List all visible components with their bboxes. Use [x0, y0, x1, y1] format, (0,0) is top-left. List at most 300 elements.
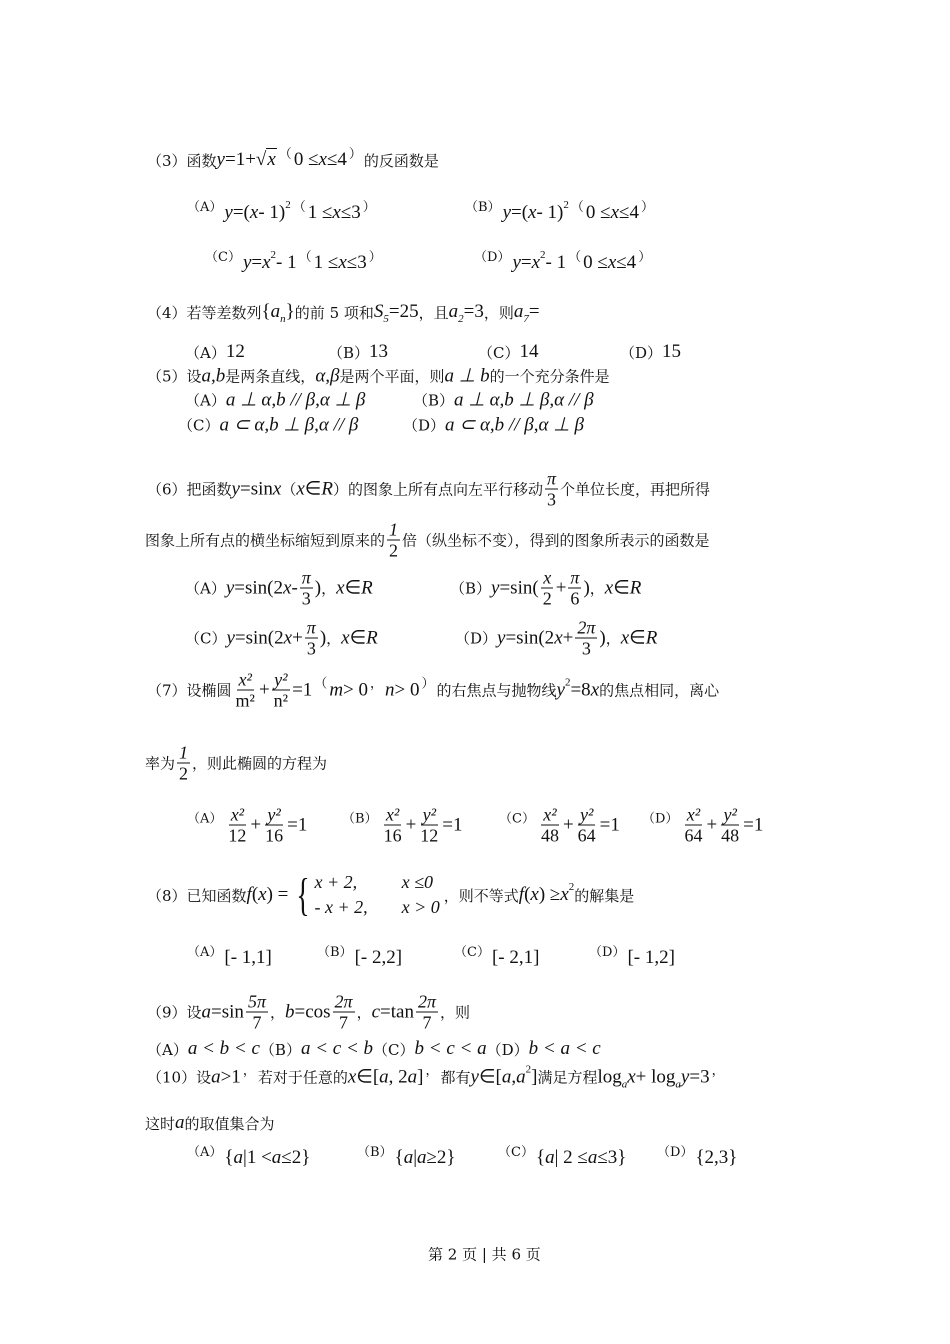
subscript: a [675, 1078, 681, 1090]
fraction-numerator: 5π [247, 991, 266, 1012]
text: 都有 [440, 1068, 471, 1087]
fraction-denominator: 7 [339, 1012, 349, 1033]
option-label: （C） [499, 811, 535, 827]
math-variable: b [284, 1001, 295, 1022]
math-text: ≥2} [426, 1147, 456, 1168]
math-text: =1+ [224, 149, 256, 170]
question-line [455, 618, 657, 659]
math-text: =1 [599, 814, 620, 835]
math-text: + [258, 679, 270, 700]
math-variable: a [233, 1147, 244, 1168]
option-label: ） [348, 146, 362, 162]
fraction-denominator: n² [273, 690, 289, 711]
math-variable: y [242, 252, 252, 273]
math-variable: x [283, 577, 292, 598]
text: （4）若等差数列 [147, 303, 262, 322]
option-label: （A） [187, 199, 223, 215]
text: ， [269, 1003, 285, 1022]
math-text: =cos [294, 1001, 331, 1022]
question-line [185, 568, 373, 609]
text: （8）已知函数 [147, 886, 247, 905]
text: 个单位长度，再把所得 [559, 480, 710, 499]
text: 倍（纵坐标不变），得到的图象所表示的函数是 [402, 531, 710, 550]
math-text: ) [583, 577, 590, 598]
question-line [587, 944, 675, 969]
math-text: =1 [743, 814, 764, 835]
fraction-numerator: x² [543, 804, 557, 825]
question-line [147, 869, 635, 920]
option-label: ） [368, 249, 382, 265]
fraction [177, 743, 190, 784]
math-text: [- 1,2] [627, 947, 675, 968]
fraction-denominator: 7 [252, 1012, 262, 1033]
math-text: ≤4 [326, 149, 347, 170]
option-label: （A） [187, 811, 223, 827]
fraction-denominator: 48 [721, 825, 740, 846]
question-line [145, 1112, 275, 1134]
text: 的前 5 项和 [294, 303, 374, 322]
math-variable: a [270, 301, 281, 322]
math-variable: x [347, 1066, 357, 1087]
option-label: ） [421, 676, 435, 692]
math-text: =sin [211, 1001, 244, 1022]
question-line [145, 743, 327, 784]
math-text: = [528, 301, 540, 322]
subscript: 7 [523, 313, 529, 325]
option-label: ， [370, 676, 384, 692]
fraction [387, 520, 400, 561]
option-label: （ [314, 676, 328, 692]
superscript: 2 [525, 1063, 532, 1075]
option-label: （A） [187, 1144, 223, 1160]
math-variable: y [231, 478, 240, 499]
math-text: + [706, 814, 718, 835]
option-label: （D） [589, 944, 626, 960]
fraction [272, 670, 290, 711]
fraction [263, 805, 285, 846]
math-text: ∈ [344, 577, 362, 599]
math-variable: y [491, 577, 500, 598]
math-text: ) = [266, 884, 289, 905]
superscript: 2 [270, 249, 277, 261]
math-text: | 2 ≤ [554, 1147, 588, 1168]
fraction-denominator: 2 [542, 588, 552, 609]
math-variable: y [225, 577, 235, 598]
math-text: [- 2,2] [354, 947, 403, 968]
text: ，则不等式 [443, 886, 519, 905]
math-text: =25 [388, 301, 419, 322]
fraction-numerator: 2π [417, 991, 436, 1012]
math-text: =1 [287, 814, 308, 835]
subscript: n [280, 313, 286, 325]
math-variable: a [175, 1112, 185, 1133]
fraction-denominator: m² [235, 690, 255, 711]
math-variable: a [417, 1147, 427, 1168]
math-variable: y [680, 1066, 690, 1087]
math-text: { [535, 1147, 546, 1168]
math-variable: a < c < b [300, 1038, 374, 1059]
math-variable: x [283, 627, 293, 648]
math-text: ) [314, 577, 322, 598]
text: 这时 [145, 1114, 176, 1133]
math-text: ) [599, 627, 606, 648]
math-text: ≤2} [281, 1147, 311, 1168]
math-variable: S [373, 301, 384, 322]
question-line [655, 1144, 738, 1169]
math-text: [- 2,1] [491, 947, 540, 968]
math-variable: a ⊥ α,b // β,α ⊥ β [225, 389, 366, 411]
question-line [640, 805, 763, 846]
text: 图象上所有点的横坐标缩短到原来的 [145, 531, 386, 550]
text: （C） [185, 629, 227, 648]
page-footer [428, 1244, 541, 1265]
math-text: =1 [292, 679, 313, 700]
question-line [147, 365, 610, 388]
math-variable: x [607, 252, 617, 273]
math-text: - 1) [536, 202, 564, 223]
math-text: + [405, 814, 417, 835]
option-label: ， [242, 1063, 256, 1079]
text: （ [281, 480, 297, 499]
superscript: 2 [568, 881, 575, 893]
math-text: =sin(2 [505, 627, 555, 648]
math-text: - 1 [545, 252, 567, 273]
text: （6）把函数 [147, 480, 232, 499]
text: （B） [450, 579, 492, 598]
brace-icon: { [296, 869, 311, 920]
math-text: ≤4 [619, 202, 639, 223]
math-text: =sin [239, 478, 273, 499]
question-line [147, 1038, 601, 1060]
piecewise-cell: - x + 2, [314, 897, 368, 917]
math-text: ∈ [304, 478, 322, 500]
subscript: 5 [383, 313, 389, 325]
superscript: 2 [563, 199, 569, 211]
math-text: 0 ≤ [585, 202, 611, 223]
radicand: x [267, 149, 276, 170]
math-variable: x [262, 252, 271, 273]
math-text: + [562, 627, 574, 648]
math-text: | [413, 1147, 417, 1168]
text: （5）设 [147, 367, 202, 386]
math-text: 14 [519, 341, 539, 362]
text: ，则 [483, 303, 514, 322]
math-variable: x [318, 149, 327, 170]
math-text: + log [635, 1066, 676, 1087]
fraction [568, 568, 581, 609]
math-text: =1 [442, 814, 463, 835]
option-label: （D） [657, 1144, 694, 1160]
fraction-denominator: 3 [306, 638, 316, 659]
option-label: （B） [342, 811, 378, 827]
math-variable: x [332, 202, 341, 223]
math-text: ] [531, 1066, 538, 1087]
fraction [682, 805, 704, 846]
math-text: - 1) [258, 202, 286, 223]
fraction-numerator: y² [267, 804, 281, 825]
question-line [178, 414, 358, 437]
fraction [382, 805, 404, 846]
math-variable: a [211, 1066, 221, 1087]
question-line [340, 805, 463, 846]
math-text: + [562, 814, 574, 835]
text: （B） [413, 391, 455, 410]
math-text: |1 < [243, 1147, 272, 1168]
option-label: （B） [317, 944, 353, 960]
option-label: （C） [205, 249, 241, 265]
question-line [315, 944, 403, 969]
math-text: } [285, 301, 295, 322]
math-variable: a [513, 301, 524, 322]
math-text: , [511, 1066, 517, 1087]
text: （A） [185, 391, 226, 410]
question-line [472, 249, 653, 274]
math-text: [- 1,1] [224, 947, 272, 968]
math-variable: a ⊥ b [444, 365, 490, 387]
math-variable: R [629, 577, 642, 598]
question-line [203, 249, 384, 274]
text: 是两条直线， [225, 367, 316, 386]
superscript: 2 [564, 676, 571, 688]
question-line [147, 1063, 727, 1090]
fraction-denominator: 2 [179, 763, 189, 784]
math-variable: x [528, 202, 537, 223]
math-variable: x [604, 577, 614, 598]
math-text: = [251, 252, 263, 273]
fraction [416, 992, 438, 1033]
text: 的取值集合为 [184, 1114, 275, 1133]
question-line [403, 414, 584, 437]
question-line [328, 341, 388, 363]
math-variable: a ⊂ α,b ⊥ β,α // β [219, 414, 359, 436]
text: （A） [185, 579, 226, 598]
math-variable: x [336, 577, 345, 598]
math-variable: y [497, 627, 506, 648]
math-variable: x [560, 884, 569, 905]
text: （9）设 [147, 1003, 202, 1022]
math-text: 15 [662, 341, 682, 362]
math-variable: R [645, 627, 658, 648]
text: 的右焦点与抛物线 [436, 681, 557, 700]
math-text: =( [511, 202, 529, 223]
fraction-denominator: 12 [420, 825, 439, 846]
math-text: ≤3} [597, 1147, 627, 1168]
math-variable: y [224, 202, 233, 223]
fraction [234, 670, 257, 711]
fraction-numerator: y² [422, 804, 436, 825]
math-text: =sin( [499, 577, 539, 598]
option-label: （A） [187, 944, 223, 960]
text: （C） [373, 1040, 415, 1059]
math-text: =3 [689, 1066, 710, 1087]
math-text: =sin(2 [234, 577, 283, 598]
math-text: ≤3 [346, 252, 367, 273]
math-text: 12 [225, 341, 245, 362]
fraction-denominator: 6 [570, 588, 580, 609]
question-line [355, 1144, 456, 1169]
radical-sign: √ [255, 149, 267, 170]
math-text: ( [524, 884, 531, 905]
text: （3）函数 [147, 151, 217, 170]
math-text: + [250, 814, 262, 835]
text: （D） [620, 343, 663, 362]
fraction [333, 992, 355, 1033]
text: ， [326, 629, 342, 648]
fraction-denominator: 3 [581, 638, 591, 659]
question-line [185, 805, 307, 846]
math-variable: a ⊥ α,b ⊥ β,α // β [454, 389, 594, 411]
text: 率为 [145, 754, 176, 773]
math-text: ∈ [613, 577, 630, 599]
math-text: ∈[ [356, 1066, 380, 1088]
piecewise-cell: x ≤0 [401, 872, 433, 892]
option-label: （B） [357, 1144, 393, 1160]
math-variable: a,b [201, 365, 226, 386]
fraction [539, 805, 561, 846]
math-text: 1 ≤ [307, 202, 333, 223]
fraction-numerator: y² [723, 804, 737, 825]
fraction [575, 618, 597, 659]
question-line [185, 944, 272, 969]
fraction-numerator: 2π [334, 991, 353, 1012]
fraction-numerator: π [306, 617, 316, 638]
question-line [497, 805, 620, 846]
option-label: （C） [498, 1144, 534, 1160]
text: （7）设椭圆 [147, 681, 232, 700]
math-text: , 2 [388, 1066, 408, 1087]
option-label: （ [568, 249, 582, 265]
fraction-numerator: y² [274, 669, 288, 690]
fraction-numerator: 2π [577, 617, 596, 638]
question-line [147, 146, 439, 171]
question-line [185, 1144, 311, 1169]
math-variable: x [610, 202, 620, 223]
text: 若对于任意的 [257, 1068, 348, 1087]
fraction-denominator: 48 [540, 825, 559, 846]
text: ，则此椭圆的方程为 [192, 754, 328, 773]
piecewise-cell: x + 2, [314, 872, 358, 892]
math-variable: x [272, 478, 282, 499]
question-line [478, 341, 538, 363]
fraction [418, 805, 440, 846]
option-label: （ [278, 146, 292, 162]
subscript: a [621, 1078, 628, 1090]
math-text: { [224, 1147, 234, 1168]
math-variable: m [329, 679, 344, 700]
option-label: （ [292, 199, 306, 215]
math-variable: y [216, 149, 225, 170]
fraction-denominator: 3 [546, 489, 556, 510]
fraction-numerator: x² [385, 804, 400, 825]
fraction-numerator: x [543, 567, 552, 588]
option-label: （ [298, 249, 312, 265]
question-line [496, 1144, 627, 1169]
math-variable: x [341, 627, 350, 648]
option-label: （B） [465, 199, 501, 215]
math-text: log [597, 1066, 622, 1087]
math-variable: a ⊂ α,b // β,α ⊥ β [445, 414, 584, 436]
math-text: { [394, 1147, 404, 1168]
math-text: ) [319, 627, 327, 648]
superscript: 2 [285, 199, 291, 211]
text: ，且 [418, 303, 449, 322]
math-text: ( [251, 884, 259, 905]
math-text: { [261, 301, 271, 322]
math-variable: α,β [315, 365, 340, 386]
question-line [185, 618, 378, 659]
math-text: - 1 [276, 252, 297, 273]
option-label: ） [362, 199, 376, 215]
option-label: ， [711, 1063, 725, 1079]
fraction-denominator: 64 [577, 825, 596, 846]
math-text: ) ≥ [538, 884, 561, 905]
math-text: ≤3 [340, 202, 361, 223]
math-variable: c [371, 1001, 381, 1022]
math-text: + [555, 577, 567, 598]
math-variable: x [296, 478, 305, 499]
math-variable: x [620, 627, 630, 648]
math-text: 0 ≤ [293, 149, 319, 170]
text: ， [605, 629, 621, 648]
math-variable: y [556, 679, 565, 700]
math-text: ∈ [349, 627, 367, 649]
math-variable: b < c < a [414, 1038, 487, 1059]
math-variable: a [271, 1147, 282, 1168]
math-text: =8 [570, 679, 591, 700]
question-line [185, 389, 365, 412]
fraction [545, 469, 558, 510]
fraction [300, 568, 313, 609]
question-line [413, 389, 594, 412]
option-label: ） [640, 199, 654, 215]
math-variable: x [338, 252, 347, 273]
math-variable: R [366, 627, 378, 648]
math-variable: x [258, 884, 267, 905]
math-variable: y [502, 202, 511, 223]
text: （D） [403, 416, 446, 435]
fraction [576, 805, 598, 846]
math-variable: a [501, 1066, 512, 1087]
math-variable: f [246, 884, 252, 905]
text: （B） [259, 1040, 301, 1059]
question-line [147, 301, 540, 323]
text: ， [589, 579, 605, 598]
question-line [145, 520, 710, 561]
question-line [147, 670, 719, 711]
fraction-denominator: 7 [422, 1012, 432, 1033]
text: （A） [185, 343, 226, 362]
option-label: （D） [642, 811, 679, 827]
text: （C） [178, 416, 220, 435]
math-variable: R [361, 577, 373, 598]
text: 的焦点相同，离心 [599, 681, 720, 700]
math-variable: a [407, 1066, 418, 1087]
fraction [246, 992, 268, 1033]
superscript: 2 [540, 249, 546, 261]
text: ）的图象上所有点向左平行移动 [332, 480, 543, 499]
fraction [541, 568, 554, 609]
math-variable: a [201, 1001, 212, 1022]
math-variable: x [554, 627, 563, 648]
fraction-denominator: 16 [265, 825, 284, 846]
math-variable: b < a < c [528, 1038, 601, 1059]
fraction-numerator: π [546, 468, 556, 489]
piecewise-function [292, 869, 440, 920]
fraction-denominator: 64 [684, 825, 703, 846]
fraction [305, 618, 318, 659]
fraction-numerator: x² [238, 669, 252, 690]
question-line [450, 568, 641, 609]
